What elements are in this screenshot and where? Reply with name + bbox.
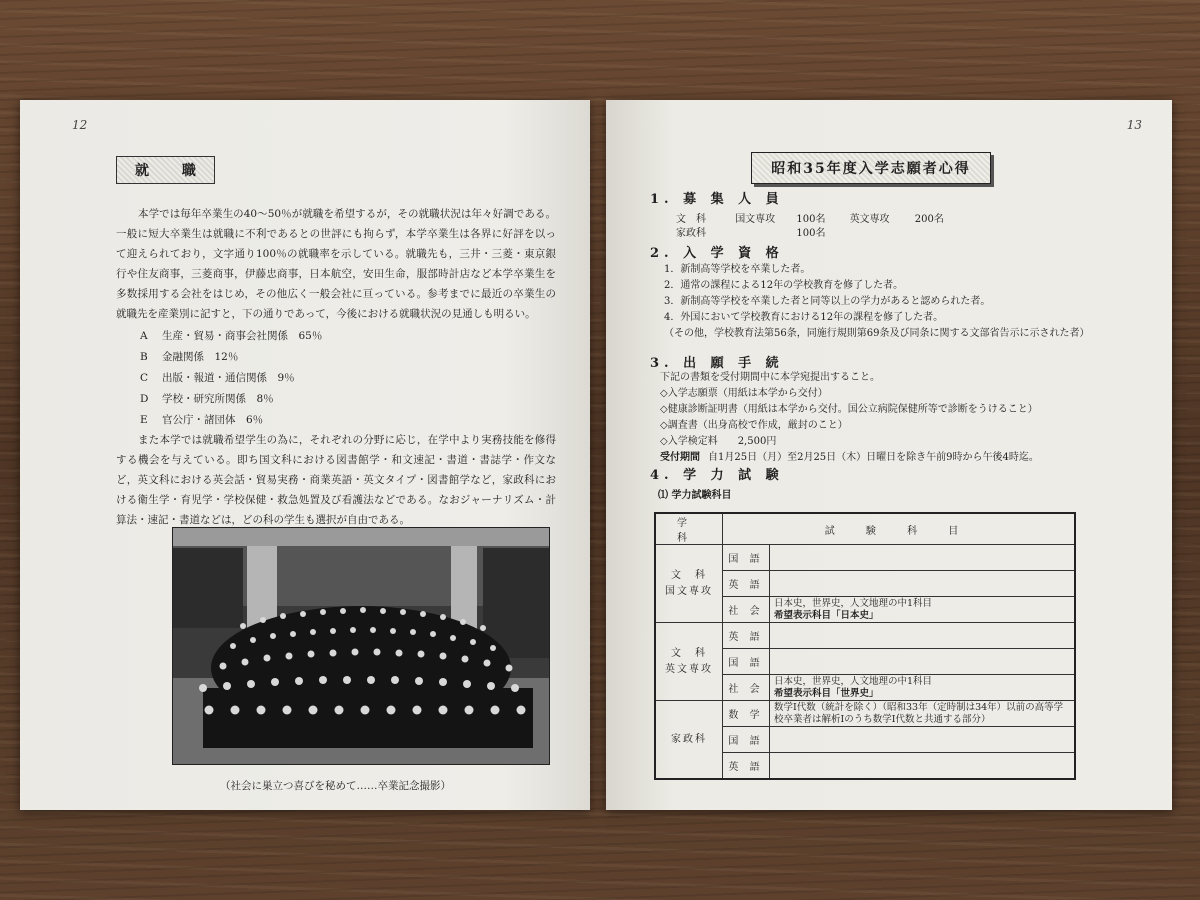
subject-preference: 希望表示科目「日本史」 (774, 609, 879, 621)
heading-recruitment: 1. 募 集 人 員 (650, 192, 784, 207)
dept-major: 国文専攻 (665, 585, 713, 597)
subject-text: 数学Ⅰ代数（統計を除く）（昭和33年（定時制は34年）以前の高等学校卒業者は解析Ⅰのうち数学Ⅰ代数と共通する部分） (774, 701, 1064, 725)
section-title-employment: 就 職 (116, 156, 215, 184)
category-text: 金融関係 12％ (162, 351, 239, 363)
recruit-dept: 家政科 (676, 228, 706, 239)
category-item (140, 410, 322, 431)
recruit-major-label: 英文専攻 (849, 214, 890, 225)
category-item (140, 347, 322, 368)
employment-category-list (140, 326, 322, 431)
dept-cell (655, 545, 723, 623)
recruit-dept: 文 科 (676, 214, 706, 225)
qualification-item: （その他，学校教育法第56条，同施行規則第69条及び同条に関する文部省告示に示された者） (664, 328, 1090, 339)
subject-content-cell (770, 623, 1076, 649)
recruit-row-kasei (676, 224, 846, 239)
page-number-right: 13 (1126, 118, 1142, 132)
graduation-group-photo (172, 527, 550, 765)
category-item (140, 389, 322, 410)
graduation-photo-drawing (173, 528, 549, 764)
subject-content-cell (770, 545, 1076, 571)
table-header-row (655, 513, 1075, 545)
subject-content-cell (770, 727, 1076, 753)
application-item: ◇入学検定料 2,500円 (660, 436, 777, 447)
dept-name: 文 科 (671, 569, 707, 581)
category-text: 生産・貿易・商事会社関係 65％ (162, 330, 323, 342)
subject-text: 日本史，世界史，人文地理の中1科目 (774, 675, 933, 687)
subject-cell: 社 会 (723, 675, 770, 701)
right-page (606, 100, 1172, 810)
application-intro: 下記の書類を受付期間中に本学宛提出すること。 (660, 372, 880, 383)
recruit-count: 200名 (914, 214, 944, 225)
category-letter: C (140, 372, 149, 384)
exam-subheading: ⑴ 学力試験科目 (658, 490, 732, 501)
page-number-left: 12 (72, 118, 88, 132)
recruit-count: 100名 (796, 214, 826, 225)
category-text: 出版・報道・通信関係 9％ (162, 372, 295, 384)
heading-qualification: 2. 入 学 資 格 (650, 246, 784, 261)
dept-cell (655, 701, 723, 780)
recruit-major-label: 国文専攻 (735, 214, 776, 225)
employment-paragraph-1: 本学では毎年卒業生の40～50％が就職を希望するが，その就職状況は年々好調である。一般に短大卒業生は就職に不利であるとの世評にも拘らず，本学卒業生は各界に好評を以って迎えられており，文字通り100％の就職率を示している。就職先も，三井・三菱・東京銀行や住友商事，三菱商事，伊藤忠商事，日本航空，安田生命，服部時計店など本学卒業生を多数採用する会社をはじめ，その他広く一般会社に亘っている。参考までに最近の卒業生の就職先を産業別に記すと，下の通りであって，今後における就職状況の見通しも明るい。 (116, 208, 556, 320)
category-letter: A (140, 330, 148, 342)
table-row (655, 623, 1075, 649)
subject-content-cell (770, 649, 1076, 675)
subject-content-cell (770, 571, 1076, 597)
application-period-label: 受付期間 (660, 452, 700, 463)
recruit-row-bunka (676, 210, 944, 225)
subject-preference: 希望表示科目「世界史」 (774, 687, 879, 699)
application-block (660, 370, 1130, 466)
employment-paragraph-2: また本学では就職希望学生の為に，それぞれの分野に応じ，在学中より実務技能を修得する機会を与えている。即ち国文科における図書館学・和文速記・書道・書誌学・作文など，英文科における英会話・貿易実務・商業英語・英文タイプ・図書館学など，家政科における衛生学・育児学・学校保健・救急処置及び看護法などである。なおジャーナリズム・計算法・速記・書道などは，どの科の学生も選択が自由である。 (116, 434, 556, 526)
subject-content-cell (770, 675, 1076, 701)
exam-subjects-table (654, 512, 1076, 780)
application-item: ◇調査書（出身高校で作成，厳封のこと） (660, 420, 848, 431)
left-page (20, 100, 590, 810)
category-text: 学校・研究所関係 8％ (162, 393, 274, 405)
category-letter: E (140, 414, 148, 426)
subject-cell: 英 語 (723, 753, 770, 780)
category-item (140, 326, 322, 347)
qualification-item: 1．新制高等学校を卒業した者。 (664, 264, 811, 275)
application-period-text: 自1月25日（月）至2月25日（木）日曜日を除き午前9時から午後4時迄。 (708, 452, 1039, 463)
subject-cell: 国 語 (723, 545, 770, 571)
subject-cell: 社 会 (723, 597, 770, 623)
application-item: ◇入学志願票（用紙は本学から交付） (660, 388, 828, 399)
qualification-item: 3．新制高等学校を卒業した者と同等以上の学力があると認められた者。 (664, 296, 991, 307)
subject-text: 日本史，世界史，人文地理の中1科目 (774, 597, 933, 609)
subject-cell: 英 語 (723, 571, 770, 597)
table-row (655, 545, 1075, 571)
admission-guide-title: 昭和35年度入学志願者心得 (751, 152, 991, 184)
subject-content-cell (770, 701, 1076, 727)
category-letter: D (140, 393, 149, 405)
dept-name: 家政科 (671, 733, 707, 745)
table-row (655, 701, 1075, 727)
recruit-count: 100名 (796, 228, 826, 239)
qualification-list (664, 262, 1124, 342)
category-item (140, 368, 322, 389)
application-item: ◇健康診断証明書（用紙は本学から交付。国公立病院保健所等で診断をうけること） (660, 404, 1038, 415)
category-text: 官公庁・諸団体 6％ (162, 414, 264, 426)
qualification-item: 4．外国において学校教育における12年の課程を修了した者。 (664, 312, 944, 323)
subject-cell: 英 語 (723, 623, 770, 649)
category-letter: B (140, 351, 148, 363)
subject-cell: 国 語 (723, 649, 770, 675)
dept-name: 文 科 (671, 647, 707, 659)
dept-cell (655, 623, 723, 701)
heading-exam: 4. 学 力 試 験 (650, 468, 784, 483)
photo-caption: （社会に巣立つ喜びを秘めて……卒業記念撮影） (220, 780, 451, 792)
subject-cell: 国 語 (723, 727, 770, 753)
subject-content-cell (770, 597, 1076, 623)
table-header-subjects: 試 験 科 目 (723, 513, 1076, 545)
dept-major: 英文専攻 (665, 663, 713, 675)
qualification-item: 2．通常の課程による12年の学校教育を修了した者。 (664, 280, 904, 291)
heading-application: 3. 出 願 手 続 (650, 356, 784, 371)
subject-content-cell (770, 753, 1076, 780)
table-header-dept: 学 科 (655, 513, 723, 545)
subject-cell: 数 学 (723, 701, 770, 727)
